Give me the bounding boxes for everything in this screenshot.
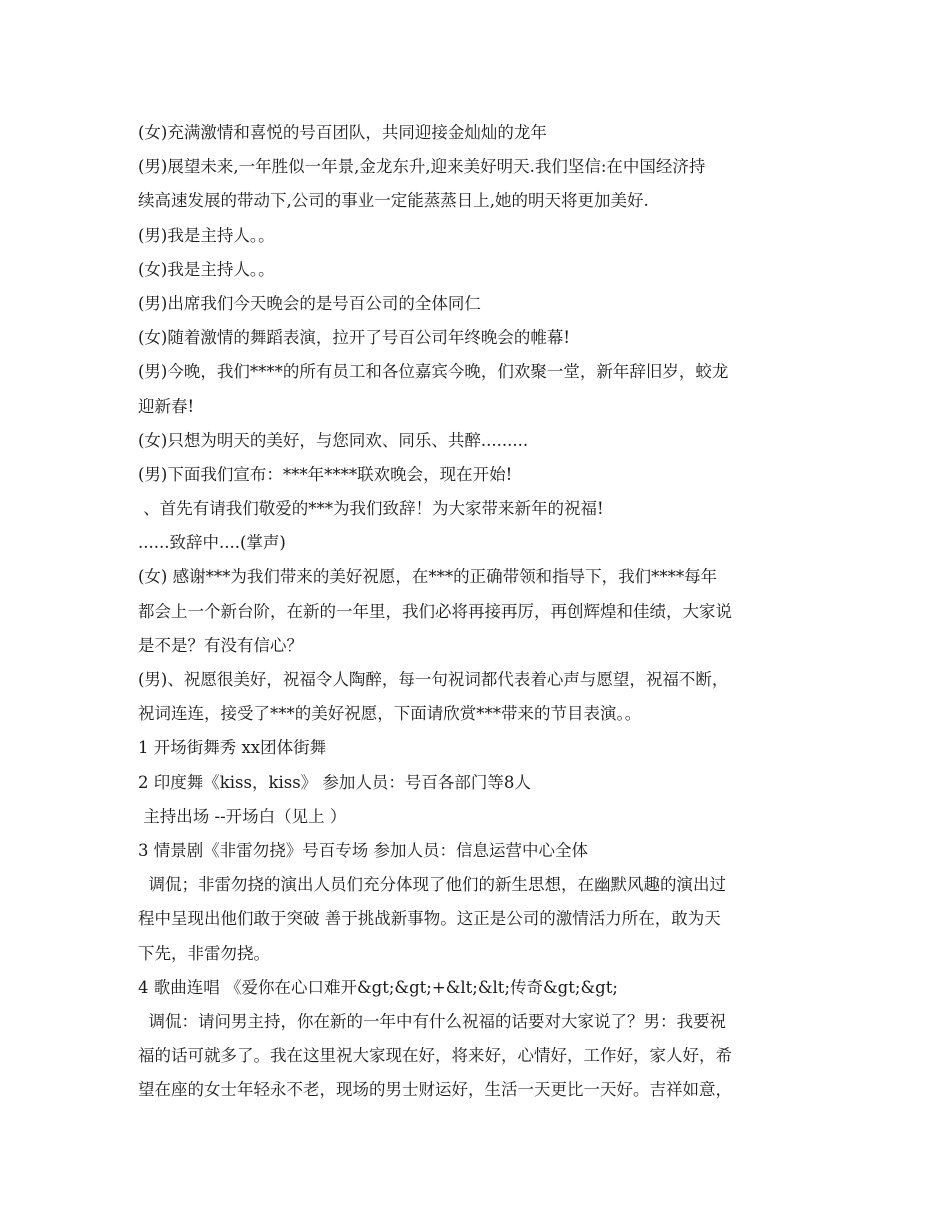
program-item: 1 开场街舞秀 xx团体街舞 <box>138 738 327 758</box>
text-line: (女)只想为明天的美好，与您同欢、同乐、共醉......... <box>138 430 529 450</box>
program-item: 3 情景剧《非雷勿挠》号百专场 参加人员：信息运营中心全体 <box>138 840 588 860</box>
text-line: 祝词连连，接受了***的美好祝愿，下面请欣赏***带来的节目表演。。 <box>138 704 642 724</box>
text-line: 迎新春! <box>138 396 195 416</box>
program-item: 2 印度舞《kiss，kiss》 参加人员：号百各部门等8人 <box>138 772 531 792</box>
text-line: 主持出场 --开场白（见上 ） <box>138 806 347 826</box>
text-line: (男)、祝愿很美好，祝福令人陶醉，每一句祝词都代表着心声与愿望，祝福不断， <box>138 670 729 689</box>
text-line: 是不是？有没有信心？ <box>138 635 303 655</box>
text-line: 调侃：请问男主持，你在新的一年中有什么祝福的话要对大家说了？男：我要祝 <box>138 1011 726 1031</box>
text-line: (男)展望未来,一年胜似一年景,金龙东升,迎来美好明天.我们坚信:在中国经济持 <box>138 157 706 177</box>
text-line: (男)今晚，我们****的所有员工和各位嘉宾今晚，们欢聚一堂，新年辞旧岁，蛟龙 <box>138 362 729 382</box>
program-item: 4 歌曲连唱 《爱你在心口难开&gt;&gt;+&lt;&lt;传奇&gt;&gt; <box>138 977 618 997</box>
text-line: (男)出席我们今天晚会的是号百公司的全体同仁 <box>138 293 481 313</box>
text-line: 续高速发展的带动下,公司的事业一定能蒸蒸日上,她的明天将更加美好. <box>138 191 649 211</box>
text-line: 程中呈现出他们敢于突破 善于挑战新事物。这正是公司的激情活力所在，敢为天 <box>138 909 721 929</box>
text-line: (女)随着激情的舞蹈表演，拉开了号百公司年终晚会的帷幕! <box>138 328 571 348</box>
text-line: 、首先有请我们敬爱的***为我们致辞！为大家带来新年的祝福! <box>138 499 604 519</box>
text-line: (男)下面我们宣布：***年****联欢晚会，现在开始! <box>138 464 513 484</box>
document-body <box>138 116 814 1107</box>
text-line: ......致辞中....(掌声) <box>138 533 286 553</box>
text-line: (女) 感谢***为我们带来的美好祝愿，在***的正确带领和指导下，我们****每年 <box>138 567 718 587</box>
text-line: 下先，非雷勿挠。 <box>138 943 270 963</box>
text-line: (女)充满激情和喜悦的号百团队，共同迎接金灿灿的龙年 <box>138 123 547 142</box>
text-line: 望在座的女士年轻永不老，现场的男士财运好，生活一天更比一天好。吉祥如意， <box>138 1080 732 1100</box>
text-line: (男)我是主持人。。 <box>138 225 275 245</box>
text-line: 调侃；非雷勿挠的演出人员们充分体现了他们的新生思想，在幽默风趣的演出过 <box>138 875 726 895</box>
text-line: 都会上一个新台阶，在新的一年里，我们必将再接再厉，再创辉煌和佳绩，大家说 <box>138 601 732 621</box>
text-line: 福的话可就多了。我在这里祝大家现在好，将来好，心情好，工作好，家人好，希 <box>138 1046 732 1066</box>
text-line: (女)我是主持人。。 <box>138 259 275 279</box>
